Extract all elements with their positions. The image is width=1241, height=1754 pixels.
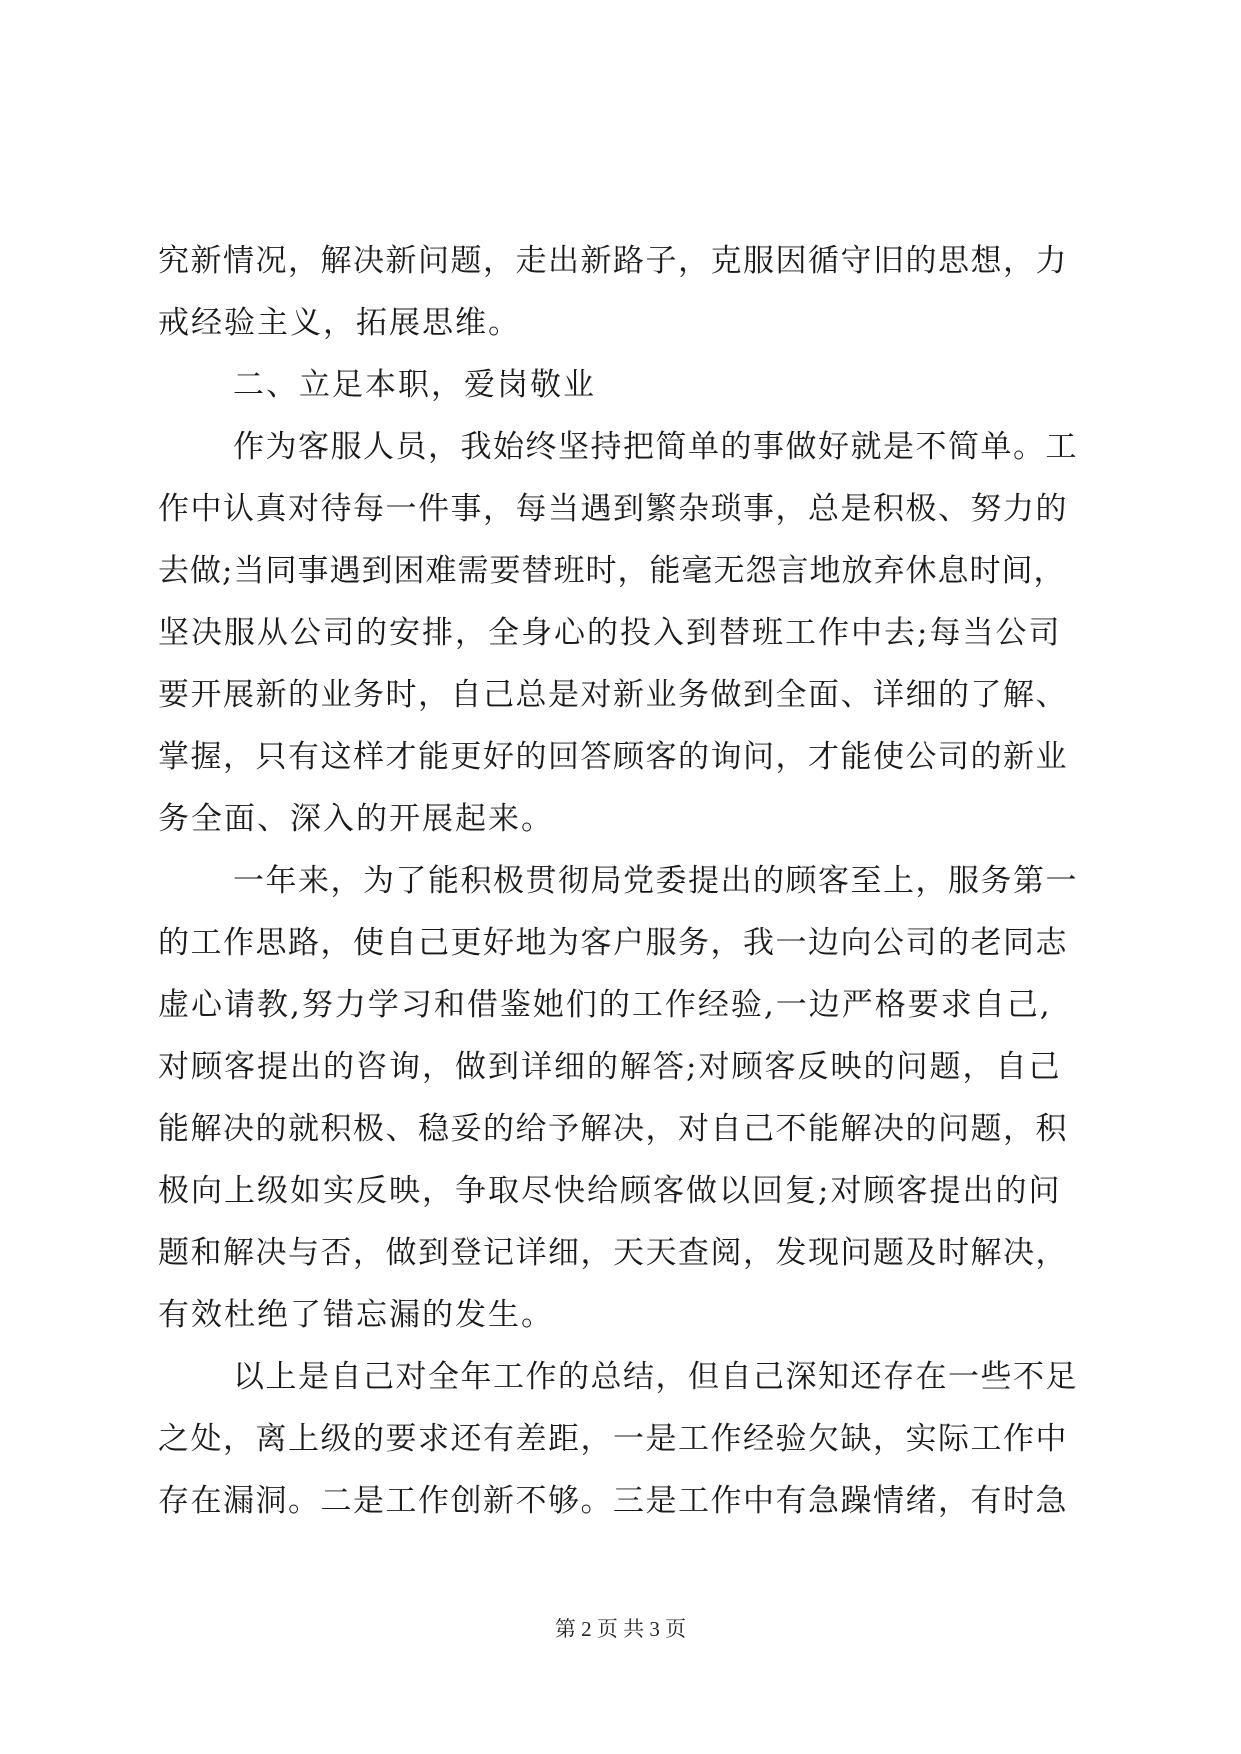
document-body	[158, 230, 1078, 1532]
text-line: 要开展新的业务时，自己总是对新业务做到全面、详细的了解、	[158, 677, 1068, 713]
text-line: 对顾客提出的咨询，做到详细的解答;对顾客反映的问题，自己	[158, 1049, 1062, 1085]
text-line: 究新情况，解决新问题，走出新路子，克服因循守旧的思想，力	[158, 243, 1068, 279]
page-footer: 第 2 页 共 3 页	[554, 1617, 687, 1641]
text-line: 之处，离上级的要求还有差距，一是工作经验欠缺，实际工作中	[158, 1421, 1068, 1457]
text-line: 有效杜绝了错忘漏的发生。	[158, 1297, 554, 1333]
text-line: 能解决的就积极、稳妥的给予解决，对自己不能解决的问题，积	[158, 1111, 1068, 1147]
text-line: 极向上级如实反映，争取尽快给顾客做以回复;对顾客提出的问	[158, 1173, 1062, 1209]
text-line: 题和解决与否，做到登记详细，天天查阅，发现问题及时解决，	[158, 1235, 1068, 1271]
text-line: 去做;当同事遇到困难需要替班时，能毫无怨言地放弃休息时间，	[158, 553, 1066, 589]
text-line: 以上是自己对全年工作的总结，但自己深知还存在一些不足	[233, 1359, 1078, 1395]
text-line: 的工作思路，使自己更好地为客户服务，我一边向公司的老同志	[158, 925, 1068, 961]
text-line: 作中认真对待每一件事，每当遇到繁杂琐事，总是积极、努力的	[158, 491, 1068, 527]
text-line: 二、立足本职，爱岗敬业	[233, 367, 596, 403]
text-line: 虚心请教,努力学习和借鉴她们的工作经验,一边严格要求自己,	[158, 987, 1052, 1023]
text-line: 务全面、深入的开展起来。	[158, 801, 554, 837]
text-line: 作为客服人员，我始终坚持把简单的事做好就是不简单。工	[233, 429, 1078, 465]
text-line: 存在漏洞。二是工作创新不够。三是工作中有急躁情绪，有时急	[158, 1483, 1068, 1519]
text-line: 戒经验主义，拓展思维。	[158, 305, 521, 341]
text-line: 坚决服从公司的安排，全身心的投入到替班工作中去;每当公司	[158, 615, 1062, 651]
text-line: 一年来，为了能积极贯彻局党委提出的顾客至上，服务第一	[233, 863, 1078, 899]
text-line: 掌握，只有这样才能更好的回答顾客的询问，才能使公司的新业	[158, 739, 1068, 775]
